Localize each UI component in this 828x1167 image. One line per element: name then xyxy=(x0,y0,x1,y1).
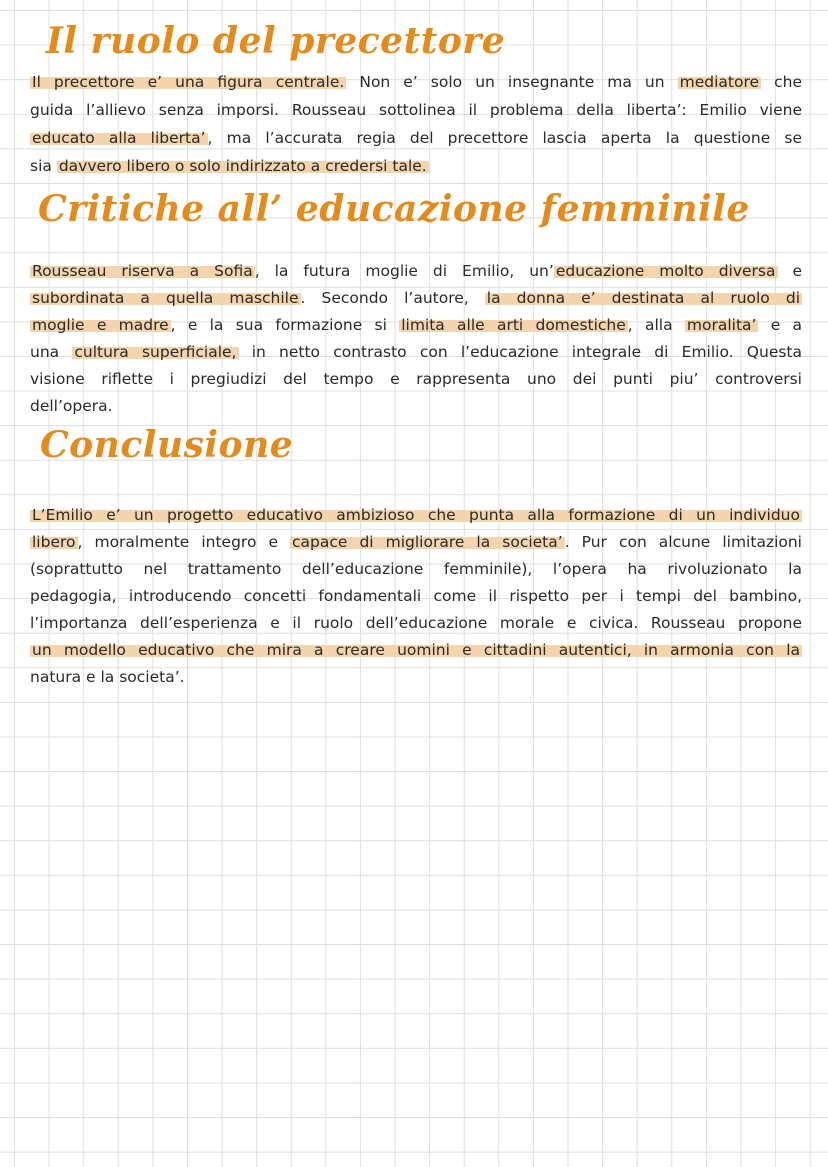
paragraph-conclusione xyxy=(30,502,802,691)
text-line xyxy=(30,393,802,420)
highlighted-text: capace di migliorare la societa’ xyxy=(292,533,563,551)
text: l’importanza dell’esperienza e il ruolo dell’educazione morale e civica. Rousseau propone xyxy=(30,614,802,632)
paragraph-critiche xyxy=(30,258,802,420)
highlighted-text: moglie e madre xyxy=(32,316,169,334)
highlighted-text: Il precettore e’ una figura centrale. xyxy=(32,73,345,91)
text: e xyxy=(777,262,803,280)
text-line xyxy=(30,366,802,393)
text: sia xyxy=(30,157,57,175)
text-line xyxy=(30,664,802,691)
text: pedagogia, introducendo concetti fondamentali come il rispetto per i tempi del bambino, xyxy=(30,587,802,605)
highlighted-text: un modello educativo che mira a creare uomini e cittadini autentici, in armonia con la xyxy=(32,641,800,659)
text-line xyxy=(30,556,802,583)
text-line xyxy=(30,68,802,96)
highlighted-text: subordinata a quella maschile xyxy=(32,289,299,307)
text: visione riflette i pregiudizi del tempo e rappresenta uno dei punti piu’ controversi xyxy=(30,370,802,388)
highlighted-text: mediatore xyxy=(679,73,760,91)
text: dell’opera. xyxy=(30,397,113,415)
highlighted-text: limita alle arti domestiche xyxy=(401,316,626,334)
paragraph-precettore xyxy=(30,68,802,180)
text: , ma l’accurata regia del precettore lascia aperta la questione se xyxy=(207,129,802,147)
text-line xyxy=(30,583,802,610)
section-heading-precettore: Il ruolo del precettore xyxy=(46,20,506,62)
text: e a xyxy=(758,316,803,334)
text-line xyxy=(30,258,802,285)
text-line xyxy=(30,637,802,664)
highlighted-text: moralita’ xyxy=(686,316,757,334)
text: . Secondo l’autore, xyxy=(300,289,485,307)
text-line xyxy=(30,610,802,637)
text: , moralmente integro e xyxy=(77,533,291,551)
highlighted-text: Rousseau riserva a Sofia xyxy=(32,262,253,280)
text: che xyxy=(761,73,802,91)
text: , e la sua formazione si xyxy=(170,316,400,334)
text: . Pur con alcune limitazioni xyxy=(564,533,802,551)
text: Non e’ solo un insegnante ma un xyxy=(346,73,678,91)
text-line xyxy=(30,529,802,556)
text-line xyxy=(30,285,802,312)
text-line xyxy=(30,124,802,152)
highlighted-text: davvero libero o solo indirizzato a credersi tale. xyxy=(58,157,427,175)
highlighted-text: la donna e’ destinata al ruolo di xyxy=(486,289,800,307)
text: in netto contrasto con l’educazione integrale di Emilio. Questa xyxy=(238,343,803,361)
text: , alla xyxy=(627,316,685,334)
highlighted-text: cultura superficiale, xyxy=(74,343,237,361)
highlighted-text: educato alla liberta’ xyxy=(32,129,206,147)
text-line xyxy=(30,339,802,366)
highlighted-text: libero xyxy=(32,533,76,551)
text: una xyxy=(30,343,73,361)
text-line xyxy=(30,96,802,124)
highlighted-text: L’Emilio e’ un progetto educativo ambizioso che punta alla formazione di un individuo xyxy=(32,506,800,524)
text: (soprattutto nel trattamento dell’educazione femminile), l’opera ha rivoluzionato la xyxy=(30,560,802,578)
text: guida l’allievo senza imporsi. Rousseau sottolinea il problema della liberta’: Emilio viene xyxy=(30,101,802,119)
text: natura e la societa’. xyxy=(30,668,185,686)
text-line xyxy=(30,312,802,339)
section-heading-conclusione: Conclusione xyxy=(40,424,294,466)
highlighted-text: educazione molto diversa xyxy=(555,262,776,280)
text-line xyxy=(30,152,802,180)
section-heading-critiche: Critiche all’ educazione femminile xyxy=(38,188,750,230)
text: , la futura moglie di Emilio, un’ xyxy=(254,262,554,280)
text-line xyxy=(30,502,802,529)
